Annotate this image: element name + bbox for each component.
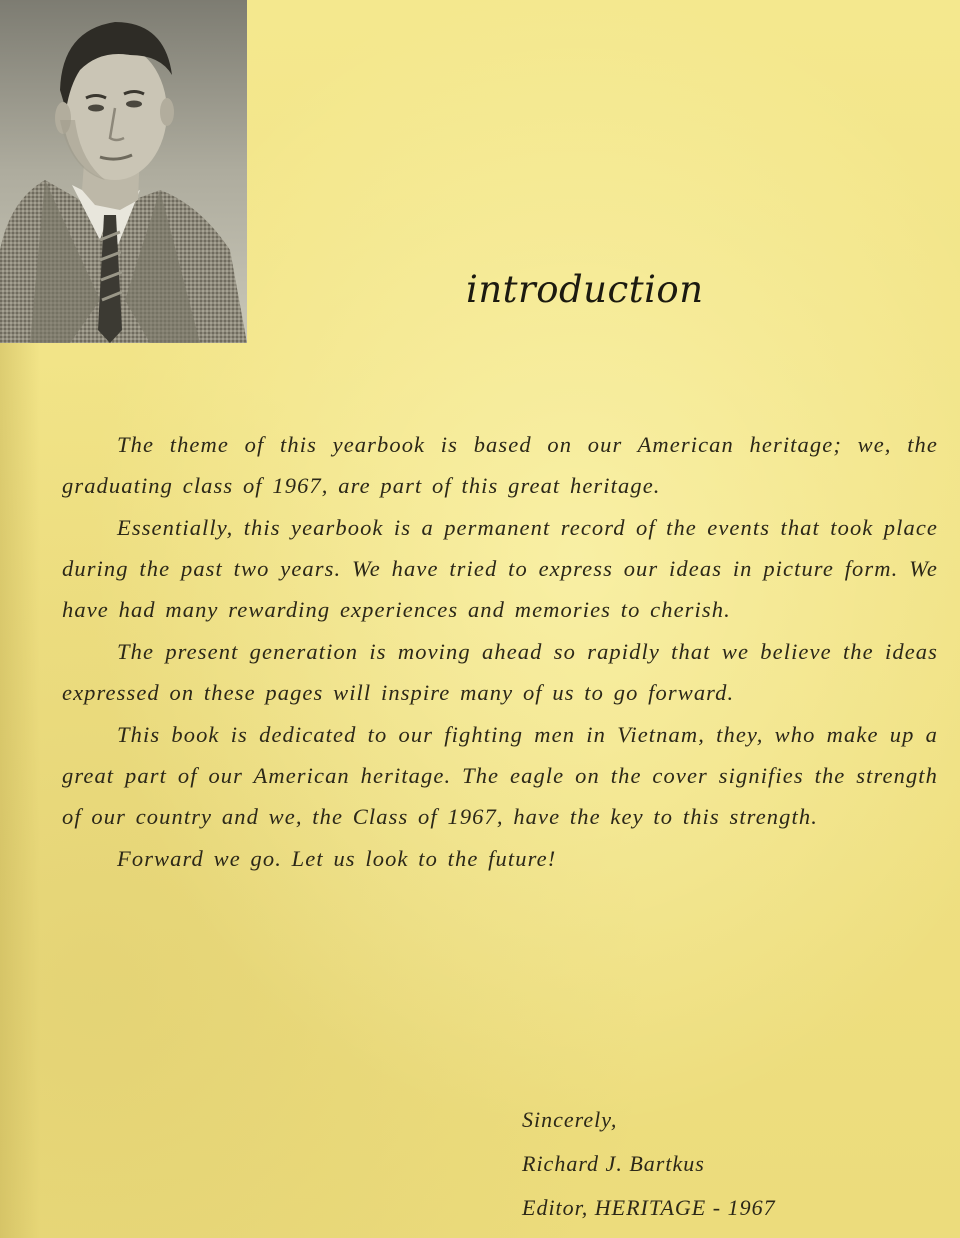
salutation: Sincerely,	[522, 1107, 618, 1132]
paragraph: This book is dedicated to our fighting men in Vietnam, they, who make up a great part of our American heritage. The eagle on the cover signifies the strength of our country and we, the Class of 1967, have the key to this strength.	[62, 722, 938, 829]
introduction-body	[62, 424, 938, 880]
editor-portrait-photo	[0, 0, 247, 343]
paragraph: The theme of this yearbook is based on our American heritage; we, the graduating class of 1967, are part of this great heritage.	[62, 432, 938, 498]
editor-name: Richard J. Bartkus	[522, 1151, 705, 1176]
signature-block	[522, 1098, 922, 1230]
paragraph: Essentially, this yearbook is a permanent record of the events that took place during the past two years. We have tried to express our ideas in picture form. We have had many rewarding experiences and memories to cherish.	[62, 515, 938, 622]
page-title: introduction	[466, 268, 704, 311]
editor-role: Editor, HERITAGE - 1967	[522, 1195, 776, 1220]
paragraph: Forward we go. Let us look to the future!	[117, 846, 557, 871]
paragraph: The present generation is moving ahead so rapidly that we believe the ideas expressed on these pages will inspire many of us to go forward.	[62, 639, 938, 705]
